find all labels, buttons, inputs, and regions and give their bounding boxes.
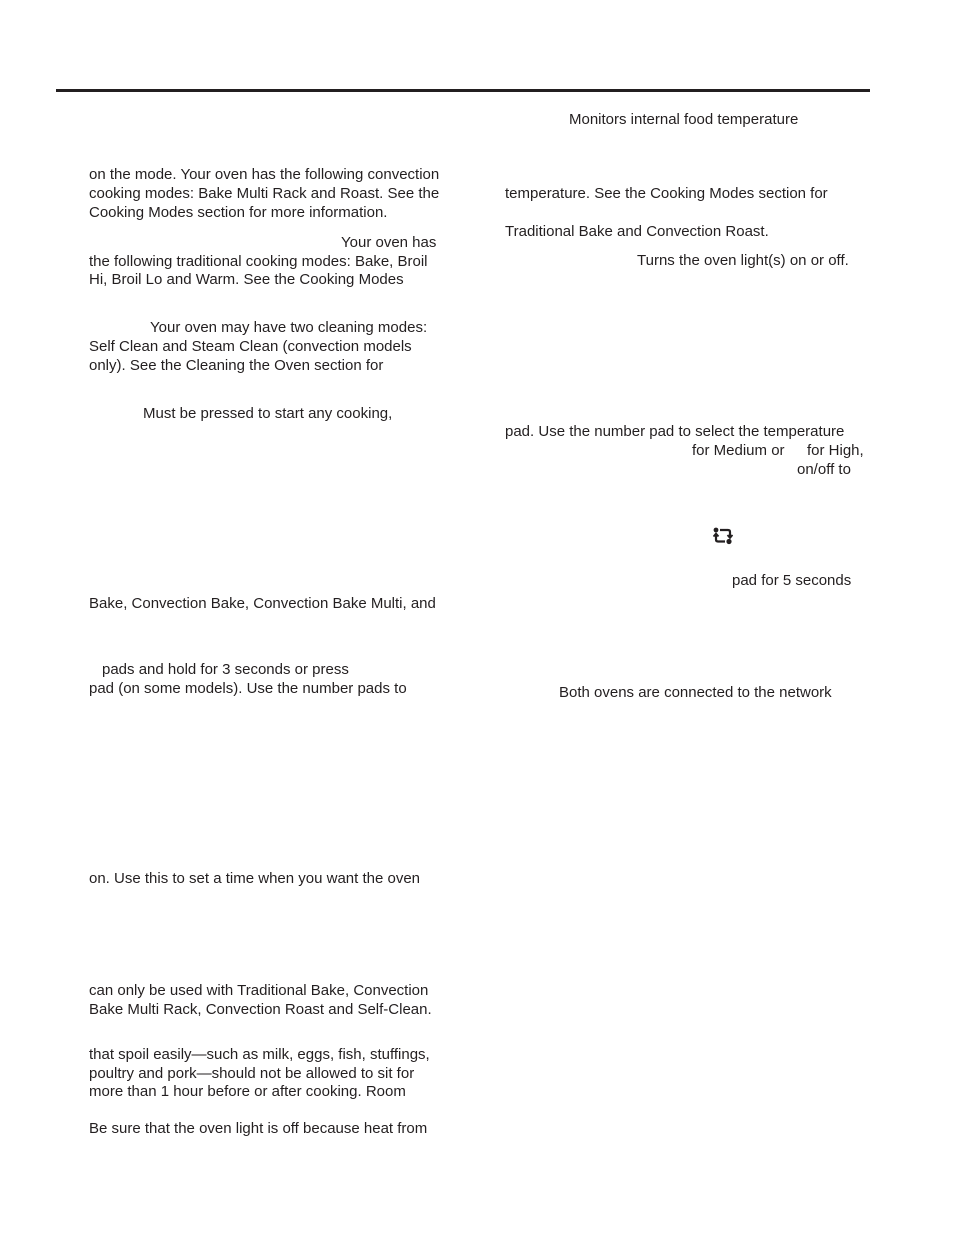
- body-text: pads and hold for 3 seconds or press: [102, 661, 349, 678]
- body-text: Bake, Convection Bake, Convection Bake Multi, and: [89, 595, 436, 612]
- body-text: more than 1 hour before or after cooking. Room: [89, 1083, 406, 1100]
- body-text: Monitors internal food temperature: [569, 111, 799, 128]
- body-text: Hi, Broil Lo and Warm. See the Cooking Modes: [89, 271, 404, 288]
- body-text: Self Clean and Steam Clean (convection models: [89, 338, 412, 355]
- body-text: on. Use this to set a time when you want the oven: [89, 870, 421, 887]
- body-text: Cooking Modes section for more information.: [89, 204, 388, 221]
- body-text: cooking modes: Bake Multi Rack and Roast. See the: [89, 185, 440, 202]
- body-text: on the mode. Your oven has the following convection: [89, 166, 440, 183]
- body-text: the following traditional cooking modes: Bake, Broil: [89, 253, 428, 270]
- body-text: pad. Use the number pad to select the temperature: [505, 423, 845, 440]
- body-text: Turns the oven light(s) on or off.: [637, 252, 849, 269]
- body-text: can only be used with Traditional Bake, Convection: [89, 982, 429, 999]
- body-text: only). See the Cleaning the Oven section for: [89, 357, 384, 374]
- body-text: on/off to: [797, 461, 851, 478]
- body-text: poultry and pork—should not be allowed to sit for: [89, 1065, 415, 1082]
- body-text: Bake Multi Rack, Convection Roast and Self-Clean.: [89, 1001, 432, 1018]
- header-rule: [56, 89, 870, 92]
- body-text: Both ovens are connected to the network: [559, 684, 832, 701]
- body-text: Traditional Bake and Convection Roast.: [505, 223, 769, 240]
- body-text: Be sure that the oven light is off because heat from: [89, 1120, 428, 1137]
- body-text: for Medium or: [692, 442, 785, 459]
- remote-enable-icon: [713, 527, 733, 545]
- body-text: Your oven may have two cleaning modes:: [150, 319, 428, 336]
- body-text: that spoil easily—such as milk, eggs, fish, stuffings,: [89, 1046, 430, 1063]
- body-text: for High,: [807, 442, 864, 459]
- body-text: pad for 5 seconds: [732, 572, 852, 589]
- body-text: pad (on some models). Use the number pads to: [89, 680, 407, 697]
- body-text: Your oven has: [341, 234, 437, 251]
- body-text: Must be pressed to start any cooking,: [143, 405, 393, 422]
- body-text: temperature. See the Cooking Modes section for: [505, 185, 828, 202]
